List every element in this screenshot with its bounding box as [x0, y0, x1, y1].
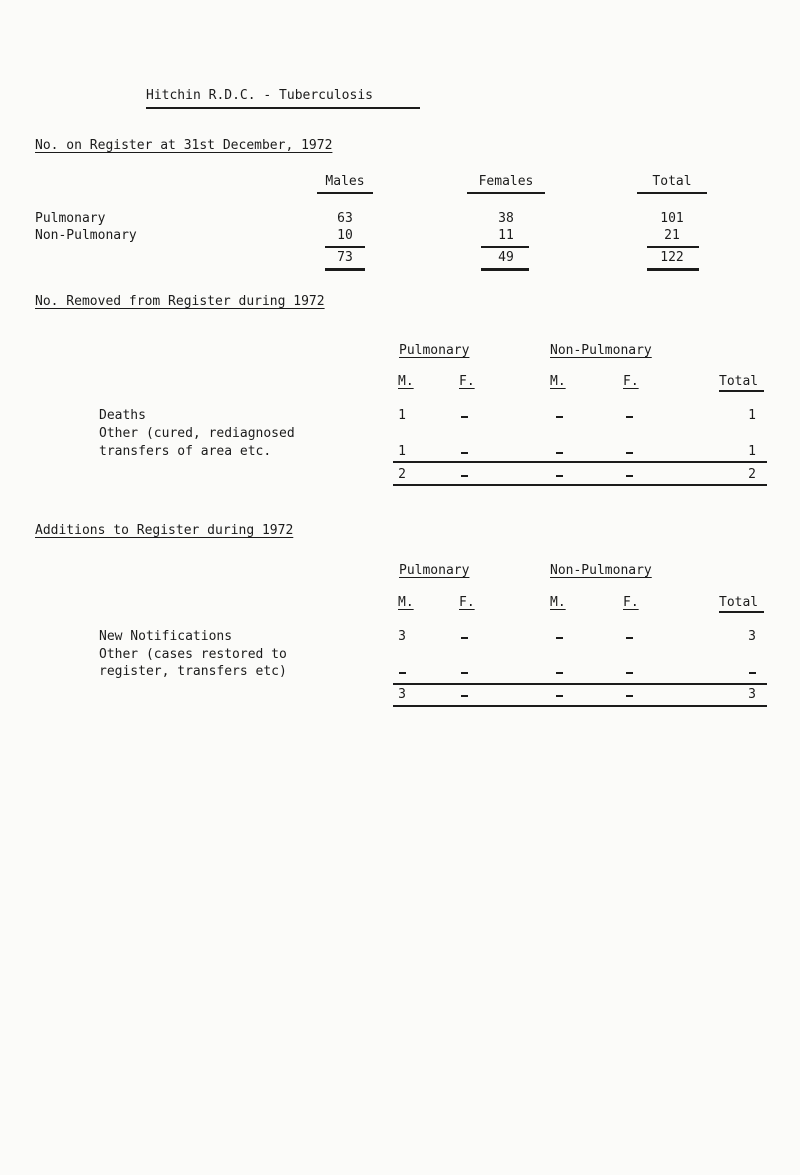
- cell-total-females: 49: [498, 250, 514, 265]
- dash-icon: [626, 672, 633, 674]
- additions-new-total: 3: [748, 629, 756, 644]
- males-total-double-rule: [325, 268, 365, 271]
- dash-icon: [556, 637, 563, 639]
- cell-non-pulmonary-total: 21: [664, 228, 680, 243]
- additions-sub-pulmonary-m: M.: [398, 595, 414, 610]
- males-subtotal-rule: [325, 246, 365, 248]
- cell-total-total: 122: [660, 250, 684, 265]
- register-heading: No. on Register at 31st December, 1972: [35, 138, 333, 153]
- dash-icon: [626, 637, 633, 639]
- dash-icon: [399, 672, 406, 674]
- total-header-rule: [637, 192, 707, 194]
- females-total-double-rule: [481, 268, 529, 271]
- dash-icon: [461, 637, 468, 639]
- removed-sub-non-pulmonary-f: F.: [623, 374, 639, 389]
- additions-total-pm: 3: [398, 687, 406, 702]
- females-subtotal-rule: [481, 246, 529, 248]
- col-header-males: Males: [325, 174, 365, 189]
- removed-row-label-deaths: Deaths: [99, 408, 146, 423]
- additions-row-label-new: New Notifications: [99, 629, 233, 644]
- dash-icon: [749, 672, 756, 674]
- title-rule: [146, 107, 420, 109]
- removed-sub-pulmonary-m: M.: [398, 374, 414, 389]
- removed-group-pulmonary: Pulmonary: [399, 343, 470, 358]
- additions-group-non-pulmonary: Non-Pulmonary: [550, 563, 652, 578]
- additions-sub-non-pulmonary-m: M.: [550, 595, 566, 610]
- total-total-double-rule: [647, 268, 699, 271]
- additions-sub-non-pulmonary-f: F.: [623, 595, 639, 610]
- row-label-pulmonary: Pulmonary: [35, 211, 106, 226]
- removed-row-label-other-cont: transfers of area etc.: [99, 444, 272, 459]
- page-title: Hitchin R.D.C. - Tuberculosis: [146, 88, 373, 103]
- additions-new-pm: 3: [398, 629, 406, 644]
- additions-row-label-other-cont: register, transfers etc): [99, 664, 287, 679]
- removed-deaths-pm: 1: [398, 408, 406, 423]
- dash-icon: [461, 452, 468, 454]
- removed-sub-pulmonary-f: F.: [459, 374, 475, 389]
- removed-sub-non-pulmonary-m: M.: [550, 374, 566, 389]
- cell-non-pulmonary-females: 11: [498, 228, 514, 243]
- removed-other-pm: 1: [398, 444, 406, 459]
- dash-icon: [461, 416, 468, 418]
- removed-other-total: 1: [748, 444, 756, 459]
- cell-non-pulmonary-males: 10: [337, 228, 353, 243]
- dash-icon: [461, 672, 468, 674]
- additions-group-pulmonary: Pulmonary: [399, 563, 470, 578]
- col-header-total: Total: [652, 174, 692, 189]
- removed-row-label-other: Other (cured, rediagnosed: [99, 426, 295, 441]
- cell-pulmonary-females: 38: [498, 211, 514, 226]
- removed-bottom-rule: [393, 484, 767, 486]
- dash-icon: [626, 452, 633, 454]
- removed-total-total: 2: [748, 467, 756, 482]
- dash-icon: [556, 452, 563, 454]
- cell-pulmonary-total: 101: [660, 211, 684, 226]
- removed-total-header-rule: [719, 390, 764, 392]
- removed-total-pm: 2: [398, 467, 406, 482]
- additions-total-header: Total: [719, 595, 759, 610]
- dash-icon: [626, 695, 633, 697]
- removed-sum-rule: [393, 461, 767, 463]
- males-header-rule: [317, 192, 373, 194]
- removed-total-header: Total: [719, 374, 759, 389]
- cell-pulmonary-males: 63: [337, 211, 353, 226]
- removed-group-non-pulmonary: Non-Pulmonary: [550, 343, 652, 358]
- additions-sum-rule: [393, 683, 767, 685]
- dash-icon: [461, 695, 468, 697]
- cell-total-males: 73: [337, 250, 353, 265]
- removed-heading: No. Removed from Register during 1972: [35, 294, 325, 309]
- females-header-rule: [467, 192, 545, 194]
- additions-bottom-rule: [393, 705, 767, 707]
- dash-icon: [556, 695, 563, 697]
- dash-icon: [556, 475, 563, 477]
- additions-total-header-rule: [719, 611, 764, 613]
- additions-total-total: 3: [748, 687, 756, 702]
- additions-sub-pulmonary-f: F.: [459, 595, 475, 610]
- dash-icon: [626, 416, 633, 418]
- dash-icon: [461, 475, 468, 477]
- total-subtotal-rule: [647, 246, 699, 248]
- dash-icon: [626, 475, 633, 477]
- dash-icon: [556, 672, 563, 674]
- additions-row-label-other: Other (cases restored to: [99, 647, 287, 662]
- dash-icon: [556, 416, 563, 418]
- row-label-non-pulmonary: Non-Pulmonary: [35, 228, 137, 243]
- removed-deaths-total: 1: [748, 408, 756, 423]
- col-header-females: Females: [478, 174, 534, 189]
- additions-heading: Additions to Register during 1972: [35, 523, 294, 538]
